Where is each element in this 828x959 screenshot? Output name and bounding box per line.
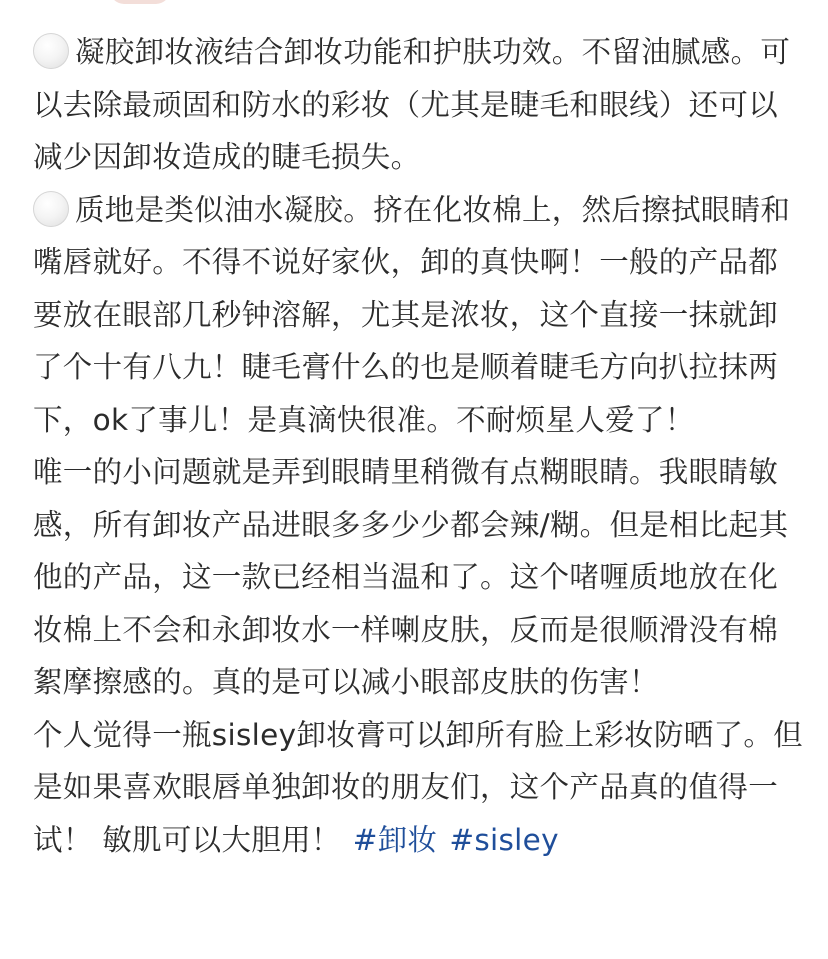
paragraph-4 bbox=[33, 709, 803, 867]
paragraph-3 bbox=[33, 446, 803, 709]
hashtag-link-makeup-removal[interactable]: #卸妆 bbox=[352, 822, 438, 857]
post-body bbox=[33, 26, 803, 866]
avatar bbox=[110, 0, 170, 4]
paragraph-2 bbox=[33, 184, 803, 447]
white-circle-icon bbox=[33, 191, 69, 227]
paragraph-text: 质地是类似油水凝胶。挤在化妆棉上，然后擦拭眼睛和嘴唇就好。不得不说好家伙，卸的真快啊！一般的产品都要放在眼部几秒钟溶解，尤其是浓妆，这个直接一抹就卸了个十有八九！睫毛膏什么的也是顺着睫毛方向扒拉抹两下，ok了事儿！是真滴快很准。不耐烦星人爱了！ bbox=[33, 192, 791, 437]
white-circle-icon bbox=[33, 33, 69, 69]
paragraph-text: 个人觉得一瓶sisley卸妆膏可以卸所有脸上彩妆防晒了。但是如果喜欢眼唇单独卸妆的朋友们，这个产品真的值得一试！ 敏肌可以大胆用！ bbox=[33, 717, 803, 857]
paragraph-text: 凝胶卸妆液结合卸妆功能和护肤功效。不留油腻感。可以去除最顽固和防水的彩妆（尤其是睫毛和眼线）还可以减少因卸妆造成的睫毛损失。 bbox=[33, 35, 791, 174]
hashtag-link-sisley[interactable]: #sisley bbox=[449, 822, 559, 857]
paragraph-text: 唯一的小问题就是弄到眼睛里稍微有点糊眼睛。我眼睛敏感，所有卸妆产品进眼多多少少都会辣/糊。但是相比起其他的产品，这一款已经相当温和了。这个啫喱质地放在化妆棉上不会和永卸妆水一样喇皮肤，反而是很顺滑没有棉絮摩擦感的。真的是可以减小眼部皮肤的伤害！ bbox=[33, 455, 789, 699]
paragraph-1 bbox=[33, 26, 803, 184]
